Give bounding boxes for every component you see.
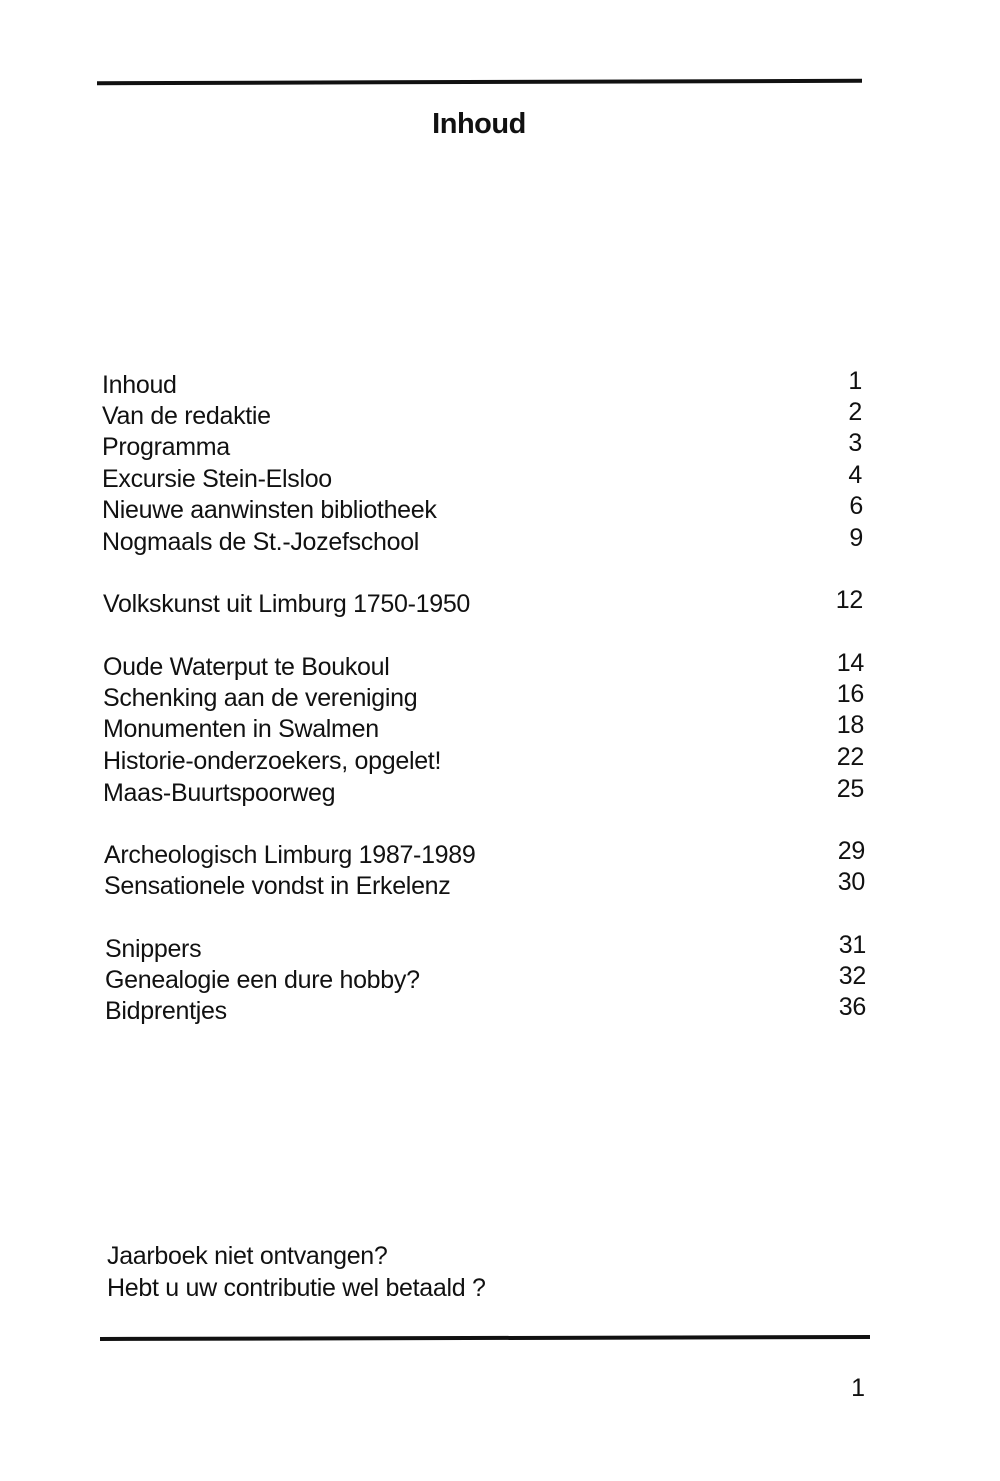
toc-entry-page: 1 <box>848 367 862 395</box>
toc-entry-page: 29 <box>837 837 865 865</box>
toc-entry-title: Schenking aan de vereniging <box>103 684 418 712</box>
notice-line: Hebt u uw contributie wel betaald ? <box>107 1274 486 1302</box>
toc-entry-title: Archeologisch Limburg 1987-1989 <box>104 841 476 869</box>
toc-entry-page: 36 <box>838 993 866 1021</box>
toc-entry-page: 22 <box>836 743 864 771</box>
toc-entry-title: Volkskunst uit Limburg 1750-1950 <box>103 590 471 618</box>
toc-entry-page: 16 <box>836 680 864 708</box>
toc-entry-page: 2 <box>848 398 862 426</box>
toc-entry-title: Nogmaals de St.-Jozefschool <box>102 528 420 556</box>
toc-entry-title: Genealogie een dure hobby? <box>105 966 420 994</box>
toc-entry-page: 9 <box>849 524 863 552</box>
toc-entry-title: Historie-onderzoekers, opgelet! <box>103 747 442 775</box>
toc-entry-title: Monumenten in Swalmen <box>103 715 379 743</box>
toc-entry-page: 12 <box>835 586 863 614</box>
toc-entry-title: Oude Waterput te Boukoul <box>103 653 390 681</box>
toc-entry-page: 31 <box>838 931 866 959</box>
toc-entry-title: Snippers <box>105 935 202 963</box>
toc-entry-title: Excursie Stein-Elsloo <box>102 465 332 493</box>
notice-line: Jaarboek niet ontvangen? <box>107 1242 388 1270</box>
toc-entry-title: Van de redaktie <box>102 402 271 430</box>
toc-entry-page: 3 <box>848 429 862 457</box>
toc-entry-title: Inhoud <box>102 371 177 399</box>
page-title: Inhoud <box>432 108 526 140</box>
toc-entry-page: 30 <box>837 868 865 896</box>
toc-entry-page: 32 <box>838 962 866 990</box>
toc-entry-title: Maas-Buurtspoorweg <box>103 779 336 807</box>
bottom-rule <box>100 1335 870 1341</box>
toc-entry-title: Sensationele vondst in Erkelenz <box>104 872 451 900</box>
toc-entry-page: 18 <box>836 711 864 739</box>
toc-entry-title: Programma <box>102 433 230 461</box>
toc-entry-page: 6 <box>849 492 863 520</box>
toc-entry-title: Bidprentjes <box>105 997 227 1025</box>
toc-entry-page: 14 <box>836 649 864 677</box>
toc-entry-page: 25 <box>836 775 864 803</box>
page-number: 1 <box>851 1374 865 1402</box>
toc-entry-title: Nieuwe aanwinsten bibliotheek <box>102 496 437 524</box>
toc-entry-page: 4 <box>848 461 862 489</box>
